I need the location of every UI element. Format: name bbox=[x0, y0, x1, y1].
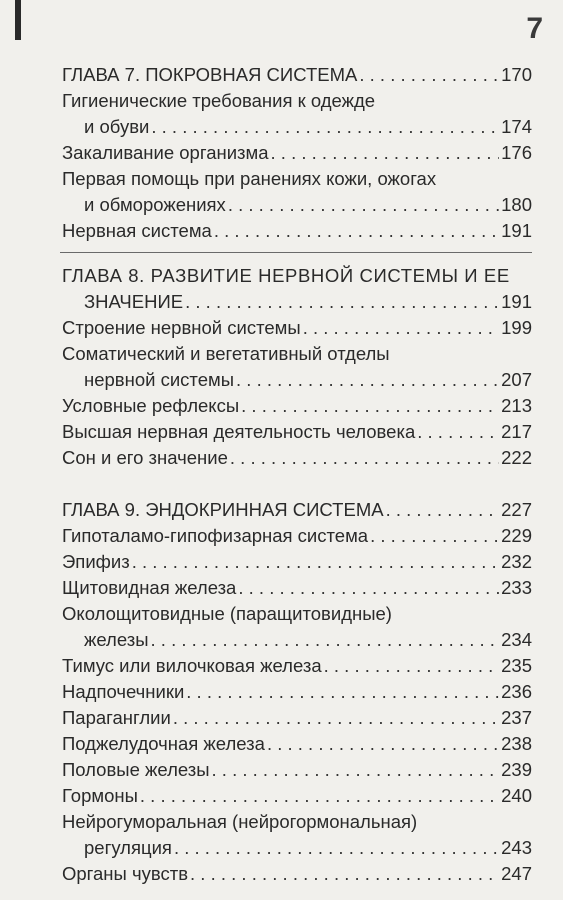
dot-leader bbox=[236, 367, 499, 393]
toc-entry-page: 233 bbox=[501, 577, 532, 598]
toc-entry-title: Гормоны bbox=[62, 785, 138, 806]
toc-entry-title: Сон и его значение bbox=[62, 447, 228, 468]
toc-entry-page: 234 bbox=[501, 629, 532, 650]
toc-entry-title: ГЛАВА 9. ЭНДОКРИННАЯ СИСТЕМА bbox=[62, 499, 384, 520]
toc-entry bbox=[62, 315, 532, 341]
toc-entry-page: 238 bbox=[501, 733, 532, 754]
toc-entry bbox=[62, 757, 532, 783]
dot-leader bbox=[140, 783, 499, 809]
table-of-contents bbox=[62, 62, 532, 887]
toc-entry-title: ГЛАВА 7. ПОКРОВНАЯ СИСТЕМА bbox=[62, 64, 358, 85]
toc-entry bbox=[62, 835, 532, 861]
toc-entry-page: 229 bbox=[501, 525, 532, 546]
toc-entry-title-line: Околощитовидные (паращитовидные) bbox=[62, 603, 392, 624]
dot-leader bbox=[238, 575, 499, 601]
dot-leader bbox=[151, 627, 500, 653]
dot-leader bbox=[132, 549, 499, 575]
dot-leader bbox=[174, 835, 499, 861]
dot-leader bbox=[359, 62, 499, 88]
toc-entry-title: Органы чувств bbox=[62, 863, 189, 884]
chapter-9-block bbox=[62, 497, 532, 523]
toc-entry-page: 176 bbox=[501, 142, 532, 163]
toc-entry-title: железы bbox=[84, 629, 149, 650]
toc-entry-page: 174 bbox=[501, 116, 532, 137]
dot-leader bbox=[324, 653, 500, 679]
toc-entry bbox=[62, 192, 532, 218]
toc-entry bbox=[62, 419, 532, 445]
toc-entry-title: Половые железы bbox=[62, 759, 210, 780]
dot-leader bbox=[228, 192, 499, 218]
toc-entry-title: ЗНАЧЕНИЕ bbox=[84, 291, 184, 312]
toc-entry bbox=[62, 731, 532, 757]
toc-entry-page: 191 bbox=[501, 220, 532, 241]
toc-entry-title: Строение нервной системы bbox=[62, 317, 301, 338]
toc-entry-page: 239 bbox=[501, 759, 532, 780]
toc-entry bbox=[62, 218, 532, 244]
toc-entry bbox=[62, 367, 532, 393]
toc-entry-page: 199 bbox=[501, 317, 532, 338]
toc-entry-page: 170 bbox=[501, 64, 532, 85]
dot-leader bbox=[386, 497, 500, 523]
toc-entry bbox=[62, 783, 532, 809]
toc-entry-page: 236 bbox=[501, 681, 532, 702]
section-gap bbox=[62, 471, 532, 497]
dot-leader bbox=[370, 523, 499, 549]
dot-leader bbox=[271, 140, 500, 166]
toc-entry bbox=[62, 575, 532, 601]
toc-entry bbox=[62, 497, 532, 523]
dot-leader bbox=[417, 419, 499, 445]
toc-entry bbox=[62, 289, 532, 315]
toc-entry-page: 217 bbox=[501, 421, 532, 442]
dot-leader bbox=[212, 757, 500, 783]
toc-entry-title-line: Гигиенические требования к одежде bbox=[62, 90, 376, 111]
toc-entry bbox=[62, 549, 532, 575]
toc-entry-title: Тимус или вилочковая железа bbox=[62, 655, 322, 676]
section-divider bbox=[60, 252, 532, 253]
toc-entry-title-line: Первая помощь при ранениях кожи, ожогах bbox=[62, 168, 437, 189]
toc-entry-page: 180 bbox=[501, 194, 532, 215]
dot-leader bbox=[185, 289, 499, 315]
toc-entry bbox=[62, 679, 532, 705]
toc-entry-title-line: ГЛАВА 8. РАЗВИТИЕ НЕРВНОЙ СИСТЕМЫ И ЕЕ bbox=[62, 265, 510, 286]
toc-entry-title-line: Нейрогуморальная (нейрогормональная) bbox=[62, 811, 418, 832]
toc-entry bbox=[62, 140, 532, 166]
chapter-7-block bbox=[62, 62, 532, 88]
toc-entry-page: 247 bbox=[501, 863, 532, 884]
dot-leader bbox=[214, 218, 499, 244]
dot-leader bbox=[303, 315, 499, 341]
toc-entry-page: 207 bbox=[501, 369, 532, 390]
toc-entry-page: 243 bbox=[501, 837, 532, 858]
dot-leader bbox=[190, 861, 499, 887]
dot-leader bbox=[241, 393, 499, 419]
toc-entry-title: Параганглии bbox=[62, 707, 171, 728]
toc-entry-page: 227 bbox=[501, 499, 532, 520]
toc-entry-title: и обморожениях bbox=[84, 194, 226, 215]
toc-entry-title: Щитовидная железа bbox=[62, 577, 237, 598]
toc-entry-title: Гипоталамо-гипофизарная система bbox=[62, 525, 369, 546]
chapter-8-block bbox=[62, 263, 532, 315]
toc-entry-page: 240 bbox=[501, 785, 532, 806]
toc-entry bbox=[62, 627, 532, 653]
toc-entry-title: нервной системы bbox=[84, 369, 235, 390]
dot-leader bbox=[173, 705, 499, 731]
toc-entry-title: Условные рефлексы bbox=[62, 395, 240, 416]
toc-entry-title-line: Соматический и вегетативный отделы bbox=[62, 343, 390, 364]
toc-entry bbox=[62, 393, 532, 419]
toc-entry-title: регуляция bbox=[84, 837, 172, 858]
dot-leader bbox=[186, 679, 499, 705]
toc-entry bbox=[62, 62, 532, 88]
toc-entry bbox=[62, 523, 532, 549]
toc-entry-page: 237 bbox=[501, 707, 532, 728]
dot-leader bbox=[230, 445, 499, 471]
toc-entry-page: 213 bbox=[501, 395, 532, 416]
toc-entry-page: 232 bbox=[501, 551, 532, 572]
page-number: 7 bbox=[526, 12, 543, 45]
toc-entry-page: 191 bbox=[501, 291, 532, 312]
toc-entry bbox=[62, 861, 532, 887]
toc-entry bbox=[62, 114, 532, 140]
toc-entry bbox=[62, 653, 532, 679]
dot-leader bbox=[151, 114, 499, 140]
page-edge-bar bbox=[15, 0, 21, 40]
toc-entry-title: Закаливание организма bbox=[62, 142, 269, 163]
dot-leader bbox=[267, 731, 499, 757]
toc-entry-page: 235 bbox=[501, 655, 532, 676]
toc-entry-title: Надпочечники bbox=[62, 681, 185, 702]
toc-entry-page: 222 bbox=[501, 447, 532, 468]
toc-entry bbox=[62, 705, 532, 731]
toc-entry-title: и обуви bbox=[84, 116, 150, 137]
toc-entry-title: Эпифиз bbox=[62, 551, 130, 572]
toc-entry bbox=[62, 445, 532, 471]
toc-entry-title: Высшая нервная деятельность человека bbox=[62, 421, 416, 442]
toc-entry-title: Нервная система bbox=[62, 220, 212, 241]
toc-entry-title: Поджелудочная железа bbox=[62, 733, 265, 754]
